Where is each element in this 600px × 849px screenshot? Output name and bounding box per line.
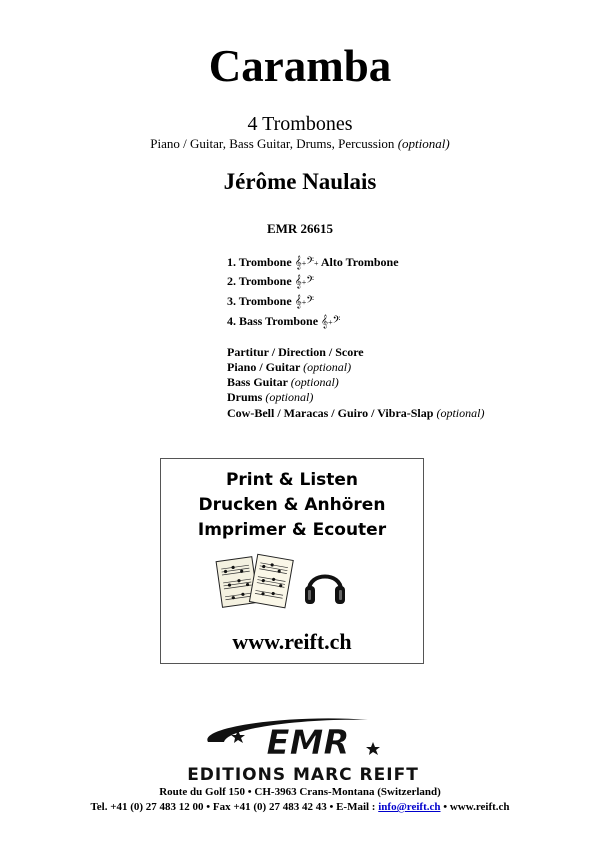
promo-box — [160, 458, 424, 664]
plus-sign: + — [301, 278, 307, 287]
logo-publisher: EDITIONS MARC REIFT — [187, 765, 419, 784]
part-label: 1. Trombone — [227, 255, 292, 269]
material-note: (optional) — [303, 360, 352, 374]
page-title: Caramba — [208, 41, 392, 91]
part-label: 3. Trombone — [227, 294, 292, 308]
catalog-number: EMR 26615 — [266, 221, 334, 236]
composer-name: Jérôme Naulais — [223, 169, 377, 194]
footer-website: • www.reift.ch — [440, 801, 510, 813]
publisher-logo — [158, 712, 448, 784]
instrumentation-optional: (optional) — [397, 136, 450, 151]
material-item — [227, 375, 339, 390]
part-3 — [227, 294, 314, 310]
part-label: 4. Bass Trombone — [227, 314, 319, 328]
material-item — [227, 406, 484, 421]
instrumentation — [0, 136, 600, 152]
promo-line: Drucken & Anhören — [198, 495, 386, 515]
treble-clef-icon: 𝄞 — [294, 274, 302, 288]
material-text: Bass Guitar — [227, 375, 288, 389]
footer-contact-text: Tel. +41 (0) 27 483 12 00 • Fax +41 (0) 27 483 42 43 • E-Mail : — [90, 801, 379, 813]
promo-line: Imprimer & Ecouter — [197, 520, 387, 540]
footer-contact — [0, 800, 600, 814]
material-text: Drums — [227, 390, 263, 404]
plus-sign: + — [301, 259, 307, 268]
material-note: (optional) — [436, 406, 485, 420]
bass-clef-icon: 𝄢 — [306, 255, 315, 269]
material-text: Partitur / Direction / Score — [227, 345, 364, 359]
material-item — [227, 360, 351, 375]
treble-clef-icon: 𝄞 — [294, 294, 302, 308]
subtitle: 4 Trombones — [247, 113, 353, 135]
part-2 — [227, 274, 314, 290]
instrumentation-main: Piano / Guitar, Bass Guitar, Drums, Percussion — [150, 136, 395, 151]
part-suffix: Alto Trombone — [320, 255, 399, 269]
plus-sign: + — [301, 298, 307, 307]
material-text: Cow-Bell / Maracas / Guiro / Vibra-Slap — [227, 406, 434, 420]
material-note: (optional) — [290, 375, 339, 389]
plus-sign: + — [314, 259, 319, 268]
promo-line: Print & Listen — [225, 470, 359, 490]
bass-clef-icon: 𝄢 — [306, 294, 315, 308]
material-note: (optional) — [265, 390, 314, 404]
plus-sign: + — [328, 318, 333, 327]
footer-address: Route du Golf 150 • CH-3963 Crans-Montana (Switzerland) — [159, 786, 441, 798]
part-4 — [227, 314, 340, 330]
star-icon — [366, 742, 380, 755]
material-text: Piano / Guitar — [227, 360, 301, 374]
treble-clef-icon: 𝄞 — [294, 255, 302, 269]
promo-url[interactable]: www.reift.ch — [232, 629, 352, 654]
headphones-icon — [303, 562, 347, 608]
logo-mark: EMR — [266, 723, 350, 763]
material-item — [227, 390, 313, 405]
treble-clef-icon: 𝄞 — [321, 314, 329, 328]
material-item — [227, 345, 364, 360]
part-label: 2. Trombone — [227, 274, 292, 288]
part-1 — [227, 255, 399, 271]
bass-clef-icon: 𝄢 — [332, 314, 341, 328]
sheet-music-icon — [215, 551, 295, 611]
email-link[interactable]: info@reift.ch — [378, 801, 441, 813]
bass-clef-icon: 𝄢 — [306, 274, 315, 288]
